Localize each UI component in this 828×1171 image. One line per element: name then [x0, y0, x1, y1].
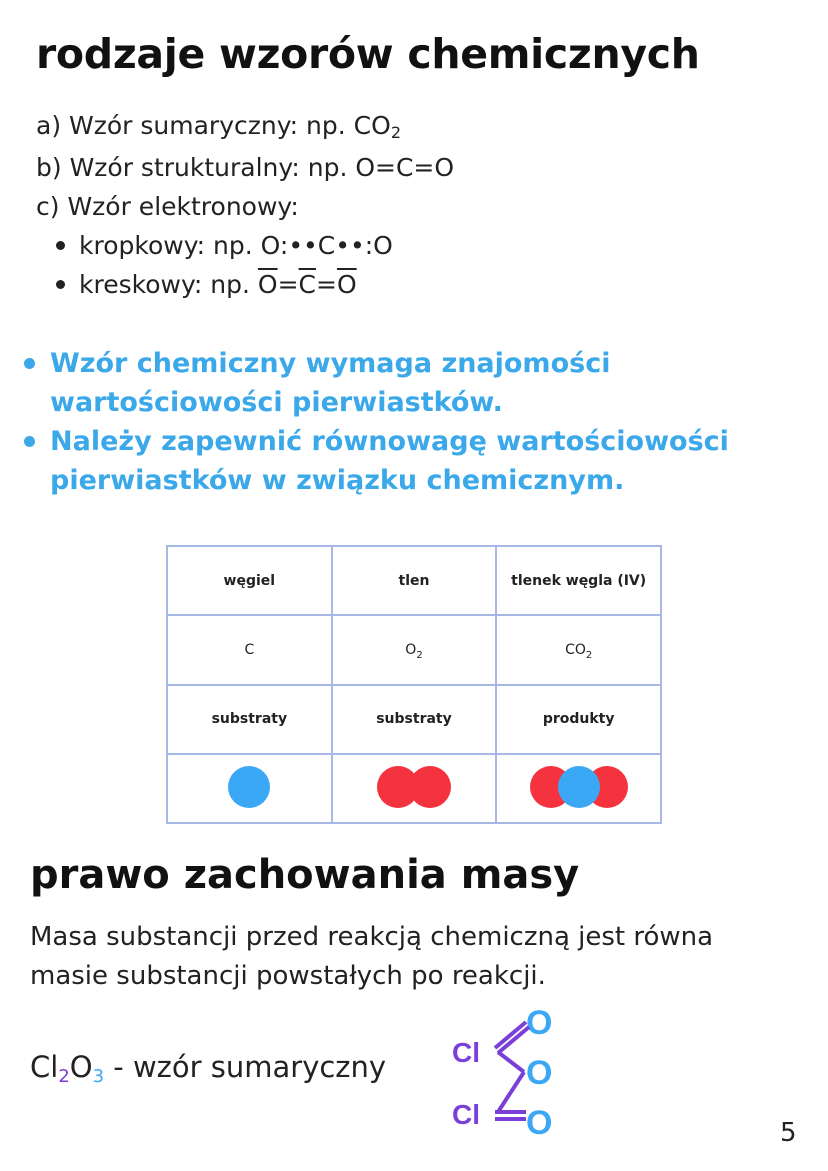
molecule-cell	[167, 754, 332, 823]
bullet-icon	[24, 436, 35, 447]
oxygen-atom-icon	[409, 766, 451, 808]
bullet-icon	[56, 280, 65, 289]
cl-atom-label-top: Cl	[452, 1037, 480, 1068]
formula-summary-line: a) Wzór sumaryczny: np. CO2	[36, 111, 401, 142]
note-item: Należy zapewnić równowagę wartościowości pierwiastków w związku chemicznym.	[22, 422, 812, 500]
cl2o3-formula: Cl2O3 - wzór sumaryczny	[30, 1050, 387, 1087]
page-number: 5	[780, 1118, 797, 1148]
single-bond-line	[498, 1052, 524, 1072]
structure-svg	[440, 1000, 570, 1140]
note-item: Wzór chemiczny wymaga znajomości wartościowości pierwiastków.	[22, 344, 812, 422]
table-header-cell: tlen	[332, 546, 497, 615]
cl-atom-label-bottom: Cl	[452, 1099, 480, 1130]
role-cell: substraty	[167, 685, 332, 754]
reaction-table	[166, 545, 662, 824]
o-atom-label-bottom: O	[526, 1104, 553, 1140]
role-cell: produkty	[496, 685, 661, 754]
formula-types-list	[36, 106, 454, 304]
formula-cell: $CO_2$	[496, 615, 661, 684]
formula-dash-item: kreskowy: np. $\overline{O}=\overline{C}=\overline{O}$	[36, 265, 454, 304]
oxygen-model	[377, 766, 451, 810]
o-atom-label-top: O	[526, 1004, 553, 1042]
page-title: rodzaje wzorów chemicznych	[36, 30, 700, 78]
table-header-cell: węgiel	[167, 546, 332, 615]
molecule-cell	[496, 754, 661, 823]
o-atom-label-middle: O	[526, 1054, 553, 1092]
carbon-atom-icon	[558, 766, 600, 808]
section-title: prawo zachowania masy	[30, 852, 580, 898]
notes-list	[22, 344, 812, 500]
table-row	[167, 615, 661, 684]
single-bond-line	[498, 1072, 524, 1112]
table-row	[167, 546, 661, 615]
molecule-cell	[332, 754, 497, 823]
bullet-icon	[24, 358, 35, 369]
bullet-icon	[56, 241, 65, 250]
law-text: Masa substancji przed reakcją chemiczną jest równa masie substancji powstałych po reakcji.	[30, 922, 714, 991]
role-cell: substraty	[332, 685, 497, 754]
formula-cell: C	[167, 615, 332, 684]
formula-cell: $O_2$	[332, 615, 497, 684]
carbon-atom-icon	[228, 766, 270, 808]
table-row	[167, 754, 661, 823]
formula-structural-line: b) Wzór strukturalny: np. O=C=O	[36, 153, 455, 182]
cl2o3-structure-diagram	[440, 1000, 570, 1140]
carbon-model	[228, 766, 270, 810]
formula-dot-item: kropkowy: np. O:••C••:O	[36, 226, 454, 265]
formula-electron-line: c) Wzór elektronowy:	[36, 192, 299, 221]
table-header-cell: tlenek węgla (IV)	[496, 546, 661, 615]
table-row	[167, 685, 661, 754]
co2-model	[530, 766, 628, 810]
